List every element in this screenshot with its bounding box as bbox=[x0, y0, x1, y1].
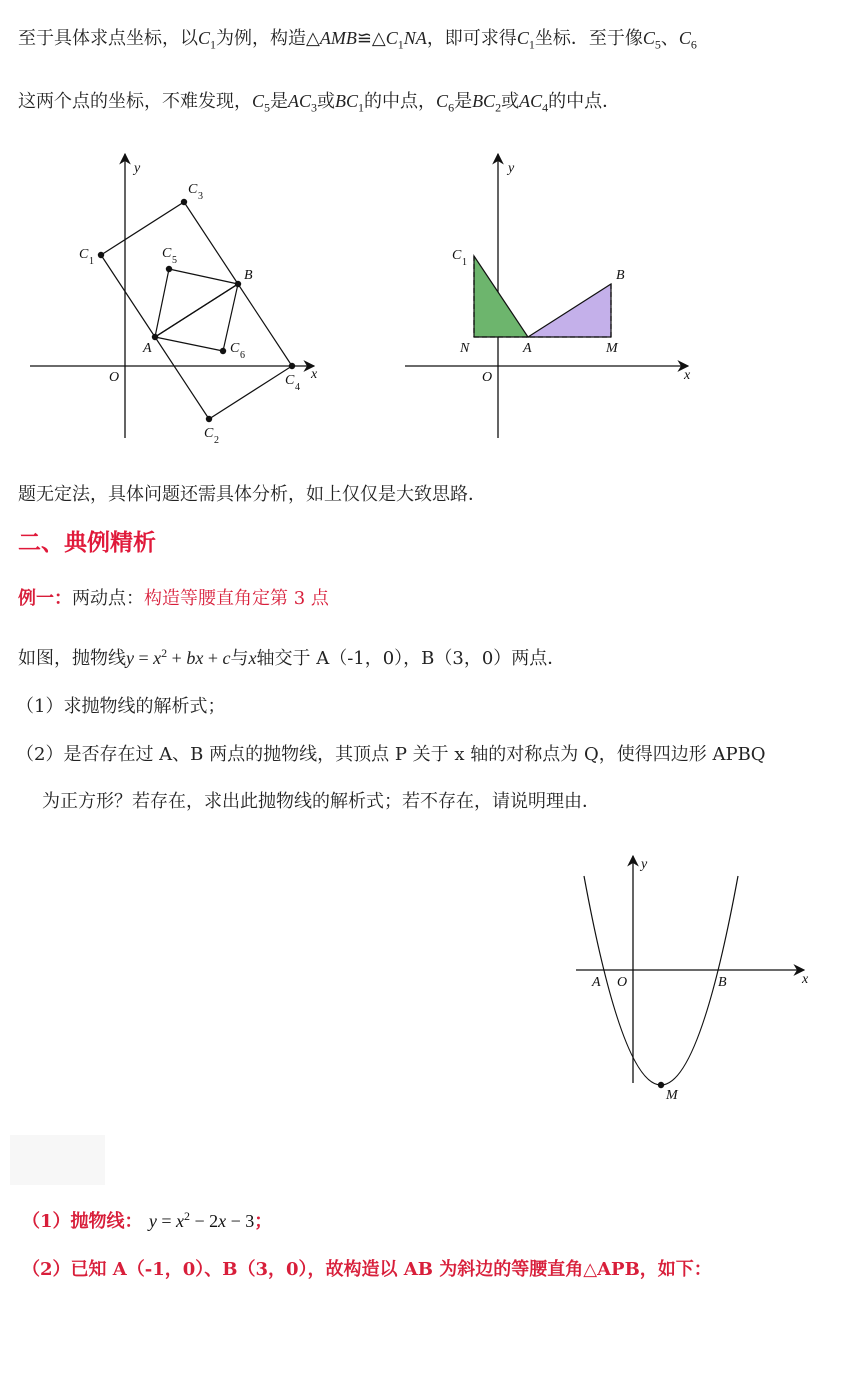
label-c6: C bbox=[230, 341, 240, 356]
answer-2: （2）已知 A（-1，0）、B（3，0），故构造以 AB 为斜边的等腰直角△APB，如下： bbox=[22, 1259, 712, 1280]
point-c4 bbox=[289, 363, 295, 369]
point-c5 bbox=[166, 266, 172, 272]
point-c1 bbox=[98, 252, 104, 258]
watermark-area bbox=[10, 1135, 105, 1185]
figure-parabola bbox=[576, 856, 809, 1103]
label-o2: O bbox=[482, 370, 493, 385]
label-c2: C bbox=[204, 426, 214, 441]
paragraph-3: 题无定法，具体问题还需具体分析，如上仅仅是大致思路． bbox=[18, 484, 486, 505]
label-m3: M bbox=[666, 1088, 678, 1103]
label-c1-sub: 1 bbox=[89, 256, 94, 267]
triangle-amb bbox=[528, 284, 611, 337]
point-c3 bbox=[181, 199, 187, 205]
question-2: （2）是否存在过 A、B 两点的抛物线，其顶点 P 关于 x 轴的对称点为 Q，使得四边形 APBQ bbox=[16, 744, 766, 765]
label-c5: C bbox=[162, 246, 172, 261]
label-o: O bbox=[109, 370, 120, 385]
example-highlight: 构造等腰直角定第 3 点 bbox=[144, 588, 329, 609]
question-1: （1）求抛物线的解析式； bbox=[16, 696, 226, 717]
label-b2: B bbox=[616, 268, 625, 283]
question-2-continued: 为正方形？若存在，求出此抛物线的解析式；若不存在，请说明理由． bbox=[42, 791, 600, 812]
point-a bbox=[152, 334, 158, 340]
label-o3: O bbox=[617, 975, 628, 990]
vertex-m bbox=[658, 1082, 664, 1088]
label-y2: y bbox=[508, 161, 515, 176]
label-b: B bbox=[244, 268, 253, 283]
label-x: x bbox=[311, 367, 318, 382]
label-x3: x bbox=[802, 972, 809, 987]
label-c3-sub: 3 bbox=[198, 191, 203, 202]
label-c6-sub: 6 bbox=[240, 350, 245, 361]
label-c4: C bbox=[285, 373, 295, 388]
label-x2: x bbox=[684, 368, 691, 383]
example-label: 例一： bbox=[18, 588, 72, 609]
label-b3: B bbox=[718, 975, 727, 990]
problem-statement: 如图，抛物线$y = x^2$ + bx + c与x轴交于 A（-1，0），B（3，0）两点． bbox=[18, 646, 566, 669]
paragraph-2: 这两个点的坐标，不难发现，$C_5$是$AC_3$或$BC_1$的中点，$C_6$是$BC_2$或$AC_4$的中点． bbox=[18, 91, 621, 115]
paragraph-1: 至于具体求点坐标，以$C_1$为例，构造$\triangle AMB≌\triangle C_1NA$，即可求得$C_1$坐标．至于像$C_5$、$C_6$ bbox=[18, 28, 697, 52]
label-a3: A bbox=[592, 975, 601, 990]
label-c2-sub: 2 bbox=[214, 435, 219, 446]
label-c3: C bbox=[188, 182, 198, 197]
label-y: y bbox=[134, 161, 141, 176]
point-c6 bbox=[220, 348, 226, 354]
figure-triangles bbox=[405, 154, 691, 438]
triangle-c1na bbox=[474, 256, 528, 337]
label-c1b: C bbox=[452, 248, 462, 263]
point-b bbox=[235, 281, 241, 287]
label-y3: y bbox=[641, 857, 648, 872]
label-c4-sub: 4 bbox=[295, 382, 300, 393]
section-title: 二、典例精析 bbox=[18, 529, 156, 556]
parabola-curve bbox=[584, 876, 738, 1085]
answer-1: （1）抛物线： $y = x^2 - 2x - 3$； bbox=[22, 1209, 273, 1232]
label-n: N bbox=[460, 341, 470, 356]
point-c2 bbox=[206, 416, 212, 422]
label-a: A bbox=[143, 341, 152, 356]
example-line: 例一：两动点：构造等腰直角定第 3 点 bbox=[18, 588, 329, 609]
label-c5-sub: 5 bbox=[172, 255, 177, 266]
label-c1b-sub: 1 bbox=[462, 257, 467, 268]
label-m: M bbox=[606, 341, 618, 356]
segment-ab bbox=[155, 284, 238, 337]
label-c1: C bbox=[79, 247, 89, 262]
label-a2: A bbox=[523, 341, 532, 356]
